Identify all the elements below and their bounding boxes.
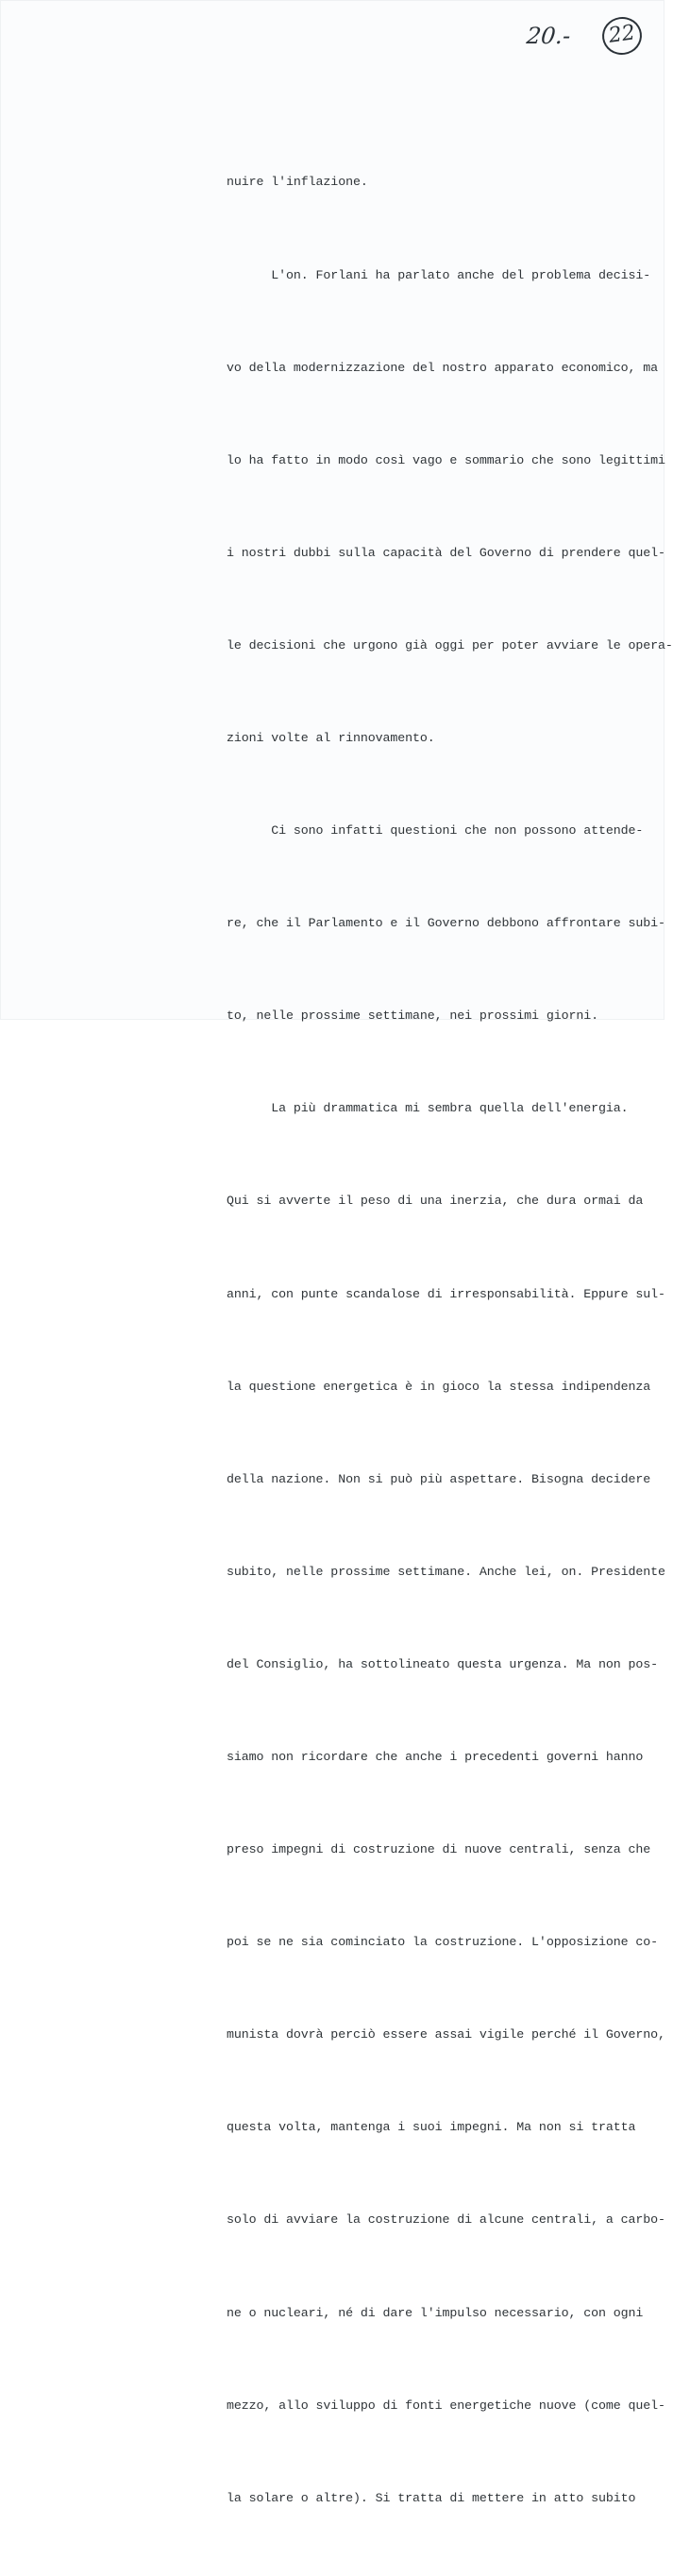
text-line: della nazione. Non si può più aspettare. Bisogna decidere	[227, 1471, 651, 1486]
text-line: preso impegni di costruzione di nuove centrali, senza che	[227, 1842, 651, 1857]
text-line: poi se ne sia cominciato la costruzione. L'opposizione co-	[227, 1935, 659, 1950]
text-line: del Consiglio, ha sottolineato questa urgenza. Ma non pos-	[227, 1656, 659, 1671]
text-line: siamo non ricordare che anche i precedenti governi hanno	[227, 1750, 644, 1764]
text-line: munista dovrà perciò essere assai vigile perché il Governo,	[227, 2027, 665, 2042]
text-line: anni, con punte scandalose di irresponsabilità. Eppure sul-	[227, 1286, 665, 1301]
text-line: Qui si avverte il peso di una inerzia, che dura ormai da	[227, 1194, 644, 1209]
text-line: re, che il Parlamento e il Governo debbono affrontare subi-	[227, 916, 665, 931]
text-line: le decisioni che urgono già oggi per poter avviare le opera-	[227, 637, 673, 652]
stamp-number: 22	[607, 21, 637, 48]
typewritten-body-text	[227, 106, 673, 2576]
text-line: vo della modernizzazione del nostro apparato economico, ma	[227, 360, 659, 375]
text-line: i nostri dubbi sulla capacità del Governo di prendere quel-	[227, 545, 665, 560]
text-line: ne o nucleari, né di dare l'impulso necessario, con ogni	[227, 2305, 644, 2320]
text-line: subito, nelle prossime settimane. Anche lei, on. Presidente	[227, 1564, 665, 1579]
text-line: La più drammatica mi sembra quella dell'energia.	[227, 1101, 629, 1116]
text-line: zioni volte al rinnovamento.	[227, 730, 435, 745]
text-line: nuire l'inflazione.	[227, 175, 368, 190]
text-line: Ci sono infatti questioni che non possono attende-	[227, 823, 644, 839]
text-line: mezzo, allo sviluppo di fonti energetiche nuove (come quel-	[227, 2398, 665, 2413]
text-line: solo di avviare la costruzione di alcune centrali, a carbo-	[227, 2212, 665, 2228]
text-line: la solare o altre). Si tratta di mettere in atto subito	[227, 2490, 636, 2505]
text-line: to, nelle prossime settimane, nei prossimi giorni.	[227, 1008, 598, 1024]
text-line: la questione energetica è in gioco la stessa indipendenza	[227, 1379, 651, 1394]
text-line: lo ha fatto in modo così vago e sommario che sono legittimi	[227, 452, 665, 467]
handwritten-page-number: 20.-	[525, 23, 572, 49]
text-line: L'on. Forlani ha parlato anche del problema decisi-	[227, 267, 651, 282]
circled-page-stamp	[599, 14, 644, 57]
text-line: questa volta, mantenga i suoi impegni. Ma non si tratta	[227, 2120, 636, 2135]
